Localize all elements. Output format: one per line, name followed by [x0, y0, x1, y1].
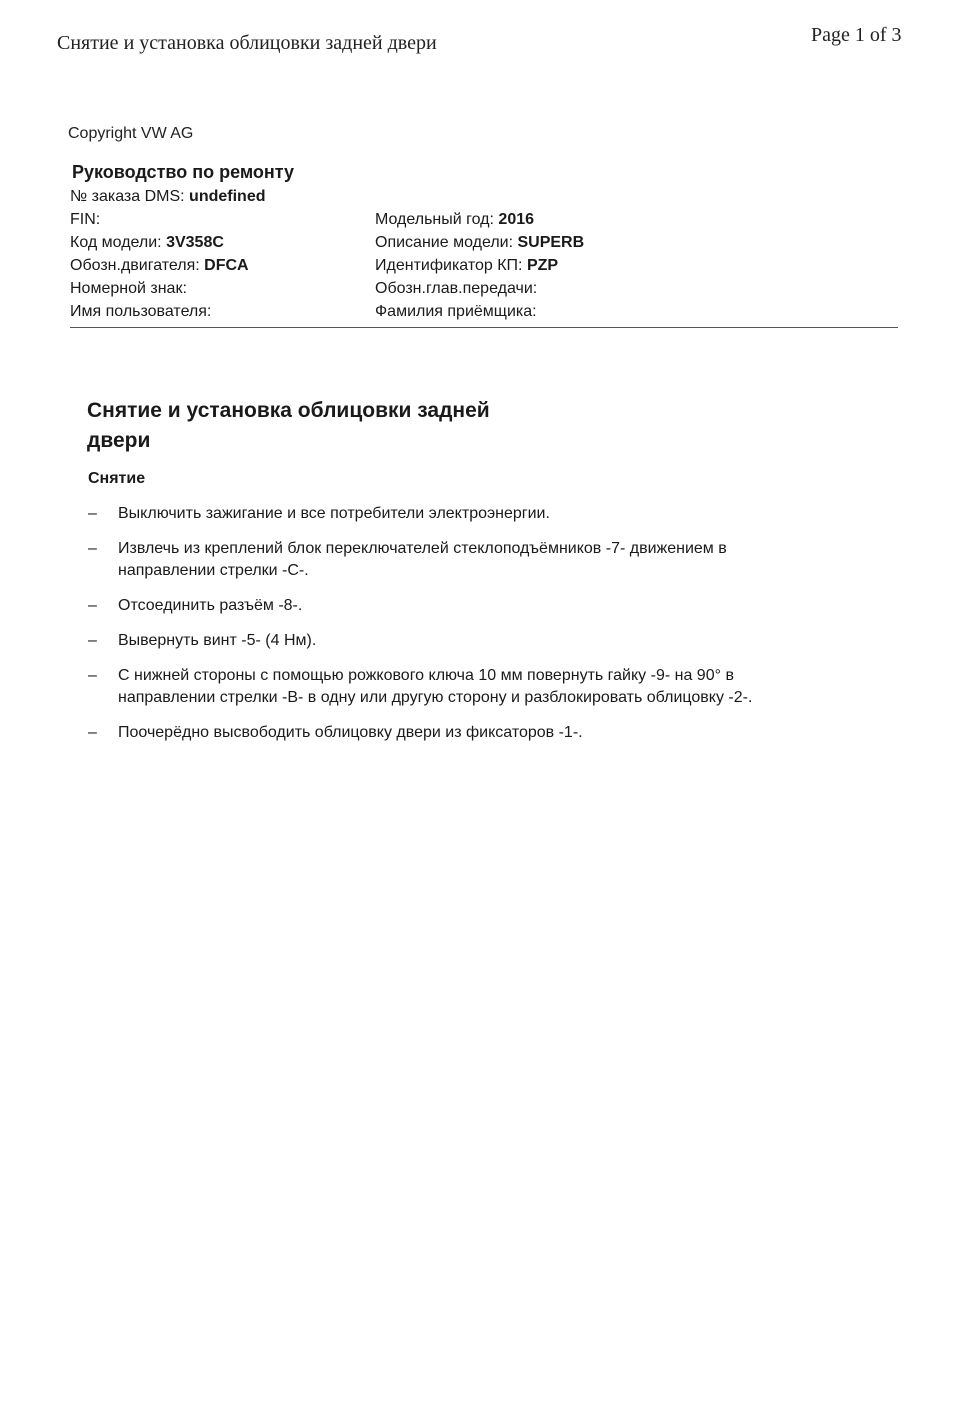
- section-title-removal: Снятие: [88, 470, 146, 487]
- order-number: № заказа DMS: undefined: [70, 188, 266, 205]
- info-license-plate: Номерной знак:: [70, 280, 187, 297]
- bullet-dash: –: [88, 597, 97, 614]
- page-number: Page 1 of 3: [811, 24, 902, 46]
- step-text: Выключить зажигание и все потребители электроэнергии.: [118, 505, 550, 522]
- info-gearbox-id: Идентификатор КП: PZP: [375, 257, 559, 274]
- print-header-title: Снятие и установка облицовки задней двери: [57, 32, 437, 54]
- info-model-description: Описание модели: SUPERB: [375, 234, 585, 251]
- step-text: Отсоединить разъём -8-.: [118, 597, 303, 614]
- document-title: Снятие и установка облицовки задней двери: [87, 399, 490, 452]
- removal-steps-list: [88, 503, 828, 757]
- list-item: [88, 722, 828, 744]
- bullet-dash: –: [88, 505, 97, 522]
- info-empty-cell: [375, 185, 795, 208]
- step-text: Извлечь из креплений блок переключателей стеклоподъёмников -7- движением в направлении стрелки -С-.: [118, 540, 727, 579]
- list-item: [88, 630, 828, 652]
- manual-title: Руководство по ремонту: [72, 162, 295, 182]
- list-item: [88, 538, 828, 582]
- list-item: [88, 665, 828, 709]
- bullet-dash: –: [88, 667, 97, 684]
- info-receiver-name: Фамилия приёмщика:: [375, 303, 537, 320]
- step-text: Вывернуть винт -5- (4 Нм).: [118, 632, 317, 649]
- vehicle-info-grid: [70, 185, 900, 323]
- bullet-dash: –: [88, 724, 97, 741]
- step-text: Поочерёдно высвободить облицовку двери из фиксаторов -1-.: [118, 724, 583, 741]
- info-model-year: Модельный год: 2016: [375, 211, 535, 228]
- list-item: [88, 595, 828, 617]
- info-engine-code: Обозн.двигателя: DFCA: [70, 257, 249, 274]
- bullet-dash: –: [88, 540, 97, 557]
- copyright-notice: Copyright VW AG: [68, 125, 194, 142]
- header-divider: [70, 327, 898, 328]
- info-fin: FIN:: [70, 211, 101, 228]
- step-text: С нижней стороны с помощью рожкового ключа 10 мм повернуть гайку -9- на 90° в направлении стрелки -В- в одну или другую сторону и разблокировать облицовку -2-.: [118, 667, 753, 706]
- bullet-dash: –: [88, 632, 97, 649]
- vehicle-info-block: [70, 162, 900, 323]
- info-user-name: Имя пользователя:: [70, 303, 212, 320]
- list-item: [88, 503, 828, 525]
- info-model-code: Код модели: 3V358C: [70, 234, 224, 251]
- info-final-drive: Обозн.глав.передачи:: [375, 280, 538, 297]
